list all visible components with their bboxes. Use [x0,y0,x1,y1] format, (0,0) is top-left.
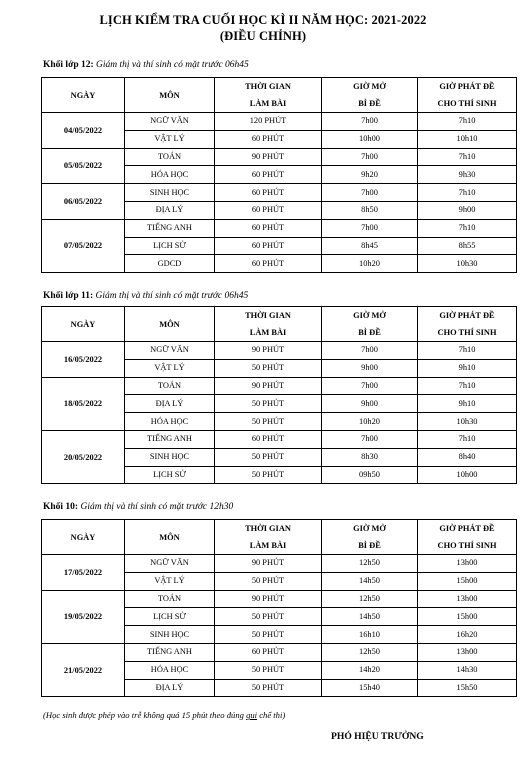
duration-cell: 90 PHÚT [215,342,322,360]
exam-date: 07/05/2022 [42,219,125,272]
subject-cell: NGỮ VĂN [125,555,215,573]
envelope-open-time-cell: 8h30 [322,448,418,466]
duration-cell: 60 PHÚT [215,130,322,148]
envelope-open-time-cell: 8h45 [322,237,418,255]
header-gio-mo: GIỜ MỞ BÌ ĐỀ [322,307,418,342]
envelope-open-time-cell: 10h00 [322,130,418,148]
header-ngay: NGÀY [42,307,125,342]
duration-cell: 50 PHÚT [215,572,322,590]
envelope-open-time-cell: 9h00 [322,359,418,377]
exam-date: 04/05/2022 [42,113,125,149]
subject-cell: HÓA HỌC [125,413,215,431]
envelope-open-time-cell: 7h00 [322,113,418,131]
footnote: (Học sinh được phép vào trễ không quá 15 phút theo đúng qui chế thi) [43,710,286,720]
exam-date: 18/05/2022 [42,377,125,430]
distribution-time-cell: 15h00 [418,608,517,626]
header-ngay: NGÀY [42,520,125,555]
envelope-open-time-cell: 7h00 [322,342,418,360]
distribution-time-cell: 7h10 [418,342,517,360]
header-ngay: NGÀY [42,78,125,113]
subject-cell: ĐỊA LÝ [125,201,215,219]
subject-cell: VẬT LÝ [125,572,215,590]
duration-cell: 60 PHÚT [215,184,322,202]
envelope-open-time-cell: 9h20 [322,166,418,184]
distribution-time-cell: 9h30 [418,166,517,184]
subject-cell: LỊCH SỬ [125,237,215,255]
duration-cell: 50 PHÚT [215,679,322,697]
duration-cell: 50 PHÚT [215,661,322,679]
distribution-time-cell: 16h20 [418,626,517,644]
duration-cell: 50 PHÚT [215,608,322,626]
table-row [42,184,517,202]
subject-cell: TOÁN [125,377,215,395]
duration-cell: 60 PHÚT [215,201,322,219]
distribution-time-cell: 15h00 [418,572,517,590]
distribution-time-cell: 7h10 [418,219,517,237]
distribution-time-cell: 10h30 [418,413,517,431]
subject-cell: GDCD [125,255,215,273]
table-row [42,643,517,661]
table-row [42,555,517,573]
subject-cell: TIẾNG ANH [125,643,215,661]
envelope-open-time-cell: 12h50 [322,555,418,573]
duration-cell: 90 PHÚT [215,590,322,608]
section-label: Khối lớp 12: [43,60,94,70]
schedule-table [41,77,517,273]
exam-date: 05/05/2022 [42,148,125,184]
duration-cell: 60 PHÚT [215,237,322,255]
table-row [42,590,517,608]
section-note: Giám thị và thí sinh có mặt trước 06h45 [95,291,249,301]
subject-cell: LỊCH SỬ [125,608,215,626]
envelope-open-time-cell: 9h00 [322,395,418,413]
section-heading [43,291,248,301]
envelope-open-time-cell: 14h50 [322,572,418,590]
section-heading [43,502,233,512]
subject-cell: NGỮ VĂN [125,113,215,131]
duration-cell: 90 PHÚT [215,148,322,166]
subject-cell: SINH HỌC [125,448,215,466]
header-thoi-gian: THỜI GIAN LÀM BÀI [215,307,322,342]
duration-cell: 60 PHÚT [215,430,322,448]
header-thoi-gian: THỜI GIAN LÀM BÀI [215,520,322,555]
header-thoi-gian: THỜI GIAN LÀM BÀI [215,78,322,113]
envelope-open-time-cell: 7h00 [322,148,418,166]
subject-cell: ĐỊA LÝ [125,679,215,697]
duration-cell: 90 PHÚT [215,377,322,395]
table-row [42,148,517,166]
distribution-time-cell: 7h10 [418,430,517,448]
duration-cell: 50 PHÚT [215,466,322,484]
envelope-open-time-cell: 12h50 [322,590,418,608]
duration-cell: 120 PHÚT [215,113,322,131]
header-gio-phat: GIỜ PHÁT ĐỀ CHO THÍ SINH [418,520,517,555]
duration-cell: 50 PHÚT [215,359,322,377]
duration-cell: 50 PHÚT [215,448,322,466]
subject-cell: TIẾNG ANH [125,430,215,448]
section-note: Giám thị và thí sinh có mặt trước 06h45 [96,60,249,70]
subject-cell: TOÁN [125,148,215,166]
subject-cell: TIẾNG ANH [125,219,215,237]
distribution-time-cell: 7h10 [418,377,517,395]
table-row [42,430,517,448]
distribution-time-cell: 13h00 [418,590,517,608]
subject-cell: SINH HỌC [125,184,215,202]
distribution-time-cell: 8h40 [418,448,517,466]
envelope-open-time-cell: 7h00 [322,184,418,202]
envelope-open-time-cell: 7h00 [322,219,418,237]
signature-title: PHÓ HIỆU TRƯỞNG [331,731,424,742]
distribution-time-cell: 15h50 [418,679,517,697]
section-note: Giám thị và thí sinh có mặt trước 12h30 [80,502,234,512]
page-subtitle: (ĐIỀU CHỈNH) [219,29,307,43]
header-mon: MÔN [125,520,215,555]
section-label: Khối lớp 11: [43,291,94,301]
subject-cell: VẬT LÝ [125,359,215,377]
envelope-open-time-cell: 14h50 [322,608,418,626]
header-mon: MÔN [125,307,215,342]
section-heading [43,60,249,70]
envelope-open-time-cell: 09h50 [322,466,418,484]
distribution-time-cell: 10h00 [418,466,517,484]
header-mon: MÔN [125,78,215,113]
subject-cell: TOÁN [125,590,215,608]
envelope-open-time-cell: 10h20 [322,255,418,273]
subject-cell: VẬT LÝ [125,130,215,148]
duration-cell: 60 PHÚT [215,255,322,273]
distribution-time-cell: 13h00 [418,555,517,573]
subject-cell: SINH HỌC [125,626,215,644]
exam-date: 16/05/2022 [42,342,125,378]
header-gio-mo: GIỜ MỞ BÌ ĐỀ [322,520,418,555]
duration-cell: 90 PHÚT [215,555,322,573]
envelope-open-time-cell: 12h50 [322,643,418,661]
table-row [42,377,517,395]
envelope-open-time-cell: 14h20 [322,661,418,679]
distribution-time-cell: 10h30 [418,255,517,273]
distribution-time-cell: 9h00 [418,201,517,219]
duration-cell: 60 PHÚT [215,219,322,237]
exam-date: 21/05/2022 [42,643,125,696]
section-label: Khối 10: [43,502,79,512]
envelope-open-time-cell: 15h40 [322,679,418,697]
duration-cell: 50 PHÚT [215,626,322,644]
subject-cell: HÓA HỌC [125,661,215,679]
distribution-time-cell: 13h00 [418,643,517,661]
header-gio-phat: GIỜ PHÁT ĐỀ CHO THÍ SINH [418,307,517,342]
distribution-time-cell: 10h10 [418,130,517,148]
subject-cell: NGỮ VĂN [125,342,215,360]
distribution-time-cell: 14h30 [418,661,517,679]
exam-date: 17/05/2022 [42,555,125,591]
distribution-time-cell: 9h10 [418,359,517,377]
page-title: LỊCH KIỂM TRA CUỐI HỌC KÌ II NĂM HỌC: 2021-2022 [99,13,427,27]
envelope-open-time-cell: 8h50 [322,201,418,219]
subject-cell: HÓA HỌC [125,166,215,184]
table-row [42,342,517,360]
table-row [42,113,517,131]
envelope-open-time-cell: 7h00 [322,377,418,395]
distribution-time-cell: 9h10 [418,395,517,413]
duration-cell: 50 PHÚT [215,395,322,413]
distribution-time-cell: 7h10 [418,113,517,131]
subject-cell: LỊCH SỬ [125,466,215,484]
header-gio-mo: GIỜ MỞ BÌ ĐỀ [322,78,418,113]
distribution-time-cell: 7h10 [418,184,517,202]
exam-date: 06/05/2022 [42,184,125,220]
distribution-time-cell: 8h55 [418,237,517,255]
duration-cell: 60 PHÚT [215,643,322,661]
exam-date: 20/05/2022 [42,430,125,483]
duration-cell: 50 PHÚT [215,413,322,431]
header-gio-phat: GIỜ PHÁT ĐỀ CHO THÍ SINH [418,78,517,113]
schedule-table [41,306,517,484]
duration-cell: 60 PHÚT [215,166,322,184]
table-row [42,219,517,237]
envelope-open-time-cell: 16h10 [322,626,418,644]
envelope-open-time-cell: 7h00 [322,430,418,448]
envelope-open-time-cell: 10h20 [322,413,418,431]
schedule-table [41,519,517,697]
subject-cell: ĐỊA LÝ [125,395,215,413]
exam-date: 19/05/2022 [42,590,125,643]
distribution-time-cell: 7h10 [418,148,517,166]
